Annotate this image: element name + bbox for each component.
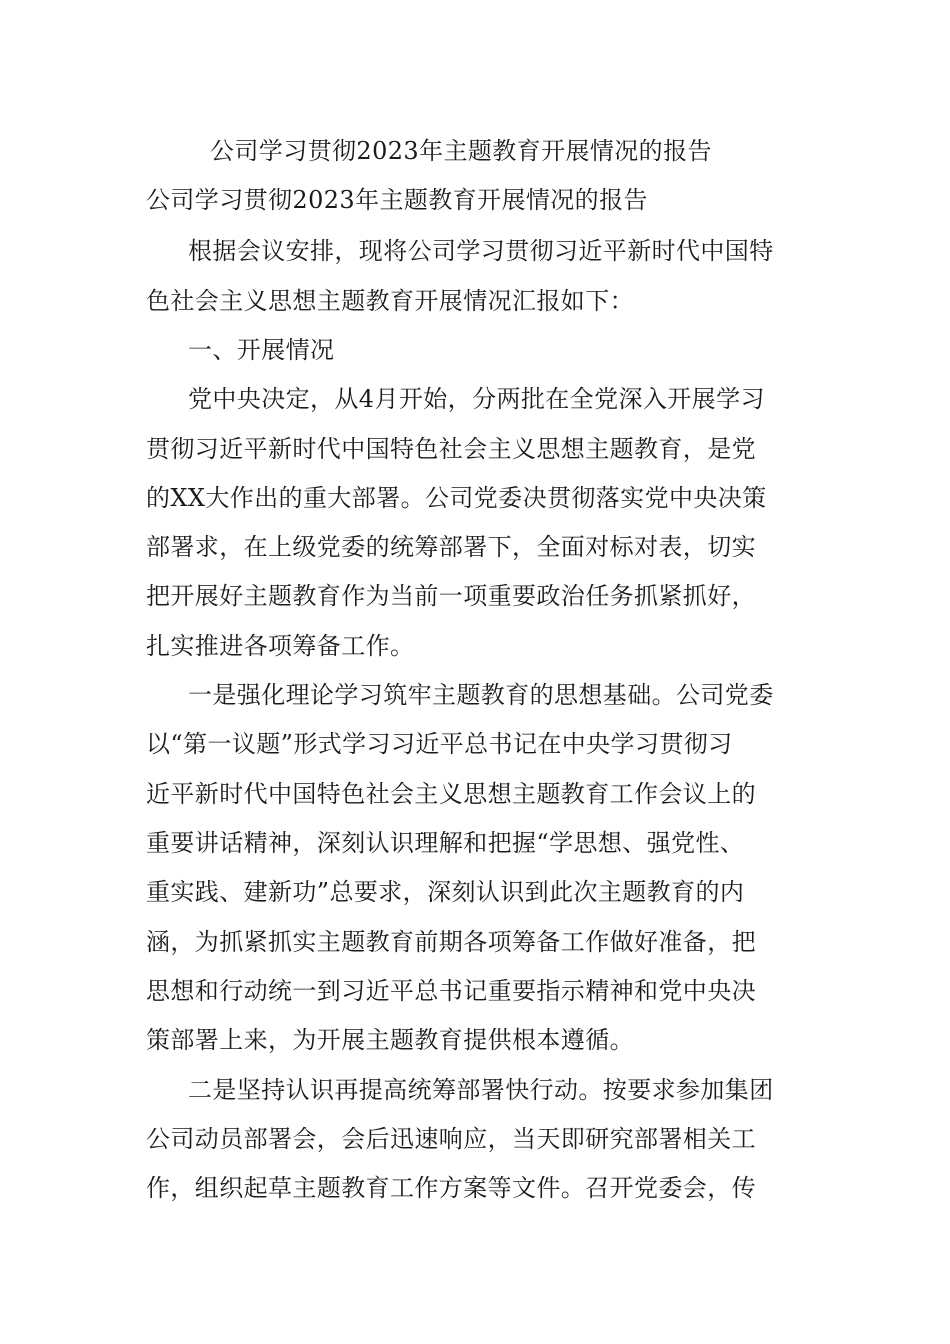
- paragraph-line: 作，组织起草主题教育工作方案等文件。召开党委会，传: [146, 1174, 756, 1202]
- intro-line: 根据会议安排，现将公司学习贯彻习近平新时代中国特: [188, 237, 774, 265]
- paragraph-line: 重实践、建新功”总要求，深刻认识到此次主题教育的内: [146, 878, 745, 906]
- paragraph-line: 一是强化理论学习筑牢主题教育的思想基础。公司党委: [188, 681, 774, 709]
- paragraph-line: 把开展好主题教育作为当前一项重要政治任务抓紧抓好，: [146, 582, 756, 610]
- document-title: 公司学习贯彻2023年主题教育开展情况的报告: [210, 137, 712, 165]
- paragraph-line: 贯彻习近平新时代中国特色社会主义思想主题教育，是党: [146, 435, 756, 463]
- document-subtitle: 公司学习贯彻2023年主题教育开展情况的报告: [146, 186, 648, 214]
- paragraph-line: 党中央决定，从4月开始，分两批在全党深入开展学习: [188, 385, 765, 413]
- paragraph-line: 涵，为抓紧抓实主题教育前期各项筹备工作做好准备，把: [146, 928, 756, 956]
- paragraph-line: 公司动员部署会，会后迅速响应，当天即研究部署相关工: [146, 1125, 756, 1153]
- paragraph-line: 思想和行动统一到习近平总书记重要指示精神和党中央决: [146, 977, 756, 1005]
- paragraph-line: 以“第一议题”形式学习习近平总书记在中央学习贯彻习: [146, 730, 733, 758]
- paragraph-line: 部署求，在上级党委的统筹部署下，全面对标对表，切实: [146, 533, 756, 561]
- paragraph-line: 策部署上来，为开展主题教育提供根本遵循。: [146, 1026, 634, 1054]
- intro-line: 色社会主义思想主题教育开展情况汇报如下：: [146, 287, 634, 315]
- paragraph-line: 近平新时代中国特色社会主义思想主题教育工作会议上的: [146, 780, 756, 808]
- paragraph-line: 扎实推进各项筹备工作。: [146, 632, 415, 660]
- paragraph-line: 的XX大作出的重大部署。公司党委决贯彻落实党中央决策: [146, 484, 767, 512]
- section-heading: 一、开展情况: [188, 336, 335, 364]
- paragraph-line: 二是坚持认识再提高统筹部署快行动。按要求参加集团: [188, 1076, 774, 1104]
- paragraph-line: 重要讲话精神，深刻认识理解和把握“学思想、强党性、: [146, 829, 745, 857]
